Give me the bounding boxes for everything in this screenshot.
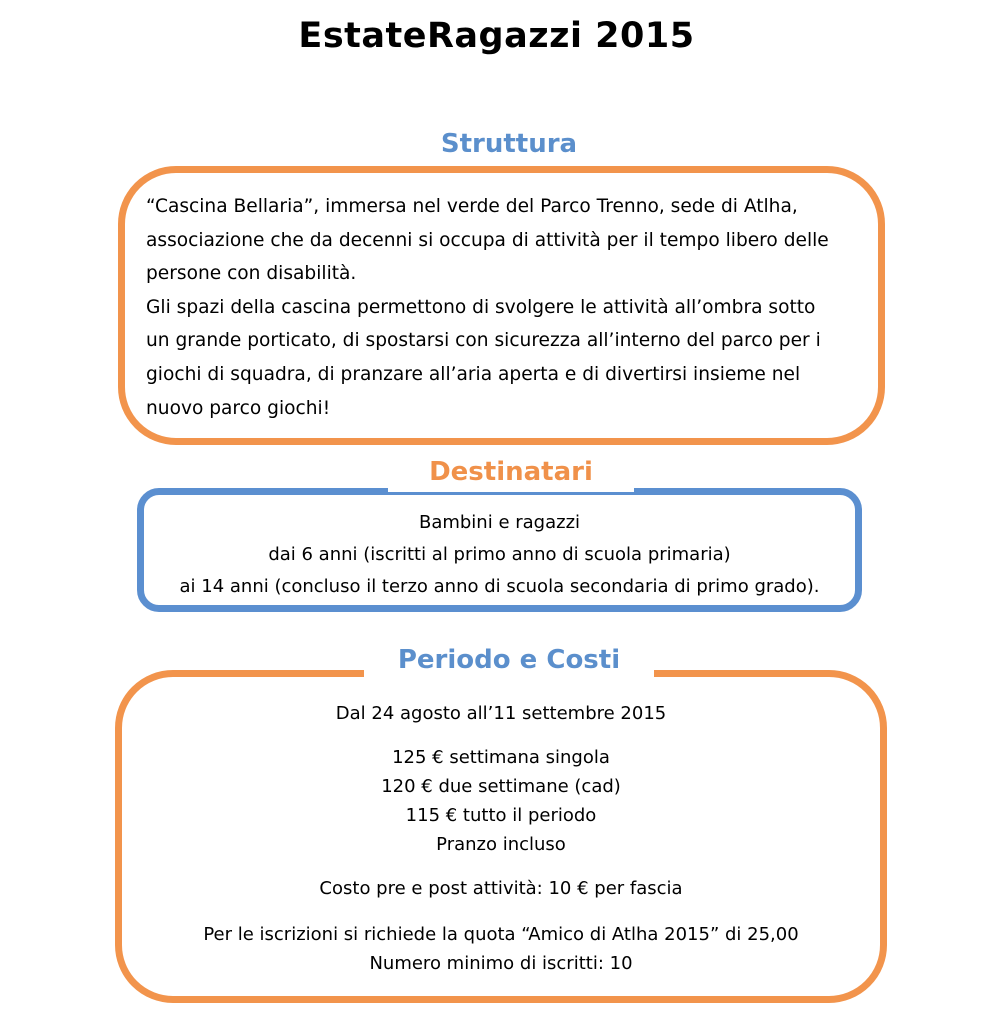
destinatari-line: Bambini e ragazzi	[418, 512, 581, 533]
struttura-line: Gli spazi della cascina permettono di svolgere le attività all’ombra sotto	[146, 296, 816, 318]
periodo-dates: Dal 24 agosto all’11 settembre 2015	[335, 703, 667, 724]
struttura-text	[146, 190, 864, 425]
destinatari-line: dai 6 anni (iscritti al primo anno di scuola primaria)	[268, 544, 731, 565]
destinatari-heading: Destinatari	[388, 452, 634, 492]
struttura-line: un grande porticato, di spostarsi con sicurezza all’interno del parco per i	[146, 330, 821, 352]
destinatari-line: ai 14 anni (concluso il terzo anno di scuola secondaria di primo grado).	[179, 576, 820, 597]
quota-text: Per le iscrizioni si richiede la quota “Amico di Atlha 2015” di 25,00	[203, 924, 799, 945]
struttura-line: associazione che da decenni si occupa di attività per il tempo libero delle	[146, 229, 829, 251]
struttura-line: persone con disabilità.	[146, 263, 357, 285]
periodo-heading: Periodo e Costi	[364, 640, 654, 680]
struttura-line: “Cascina Bellaria”, immersa nel verde del Parco Trenno, sede di Atlha,	[146, 196, 798, 217]
price-line: 125 € settimana singola	[392, 747, 610, 768]
minimum-text: Numero minimo di iscritti: 10	[369, 953, 633, 974]
price-line: 120 € due settimane (cad)	[381, 776, 621, 797]
struttura-heading: Struttura	[368, 124, 650, 164]
struttura-line: giochi di squadra, di pranzare all’aria aperta e di divertirsi insieme nel	[146, 363, 801, 385]
page-title: EstateRagazzi 2015	[298, 16, 695, 56]
extra-cost: Costo pre e post attività: 10 € per fascia	[319, 878, 683, 899]
price-line: Pranzo incluso	[436, 834, 566, 855]
struttura-line: nuovo parco giochi!	[146, 397, 331, 419]
destinatari-text	[137, 507, 862, 603]
price-line: 115 € tutto il periodo	[405, 805, 597, 826]
